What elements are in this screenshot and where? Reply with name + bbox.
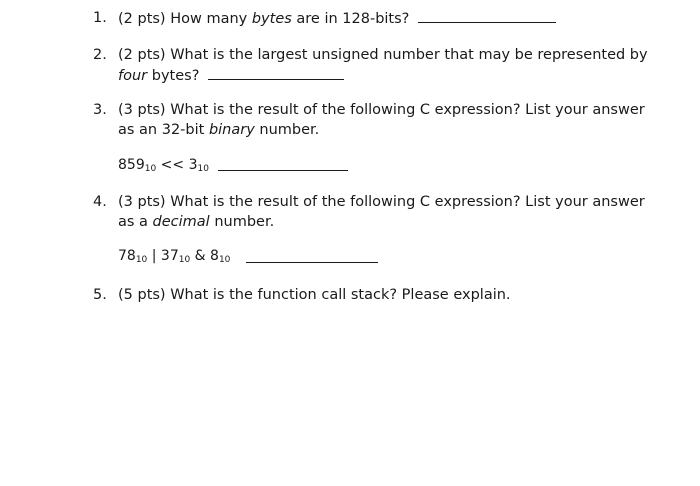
emphasis: binary xyxy=(208,122,255,138)
question-text-cont: four bytes? xyxy=(118,65,344,86)
question-number: 3. xyxy=(93,102,107,118)
question-text: (2 pts) What is the largest unsigned number that may be represented by xyxy=(118,47,648,63)
emphasis: bytes xyxy=(251,11,292,27)
question-text: (3 pts) What is the result of the following C expression? List your answer xyxy=(118,102,645,118)
answer-blank[interactable] xyxy=(246,261,378,263)
question-text: (5 pts) What is the function call stack? Please explain. xyxy=(118,287,511,303)
expression: $859_{10} << 3_{10}$ xyxy=(118,157,209,174)
question-number: 4. xyxy=(93,194,107,210)
question-number: 2. xyxy=(93,47,107,63)
emphasis: four xyxy=(118,68,148,84)
question-number: 1. xyxy=(93,10,107,26)
answer-blank[interactable] xyxy=(418,8,556,23)
answer-blank[interactable] xyxy=(208,65,344,80)
answer-blank[interactable] xyxy=(218,169,348,171)
expression: $78_{10}$ | $37_{10}$ & $8_{10}$ xyxy=(118,248,231,265)
question-text: (3 pts) What is the result of the following C expression? List your answer xyxy=(118,194,645,210)
question-text: (2 pts) How many bytes are in 128-bits? xyxy=(118,8,556,29)
question-number: 5. xyxy=(93,287,107,303)
question-text-cont: as a decimal number. xyxy=(118,214,275,230)
emphasis: decimal xyxy=(152,214,210,230)
question-text-cont: as an 32-bit binary number. xyxy=(118,122,320,138)
